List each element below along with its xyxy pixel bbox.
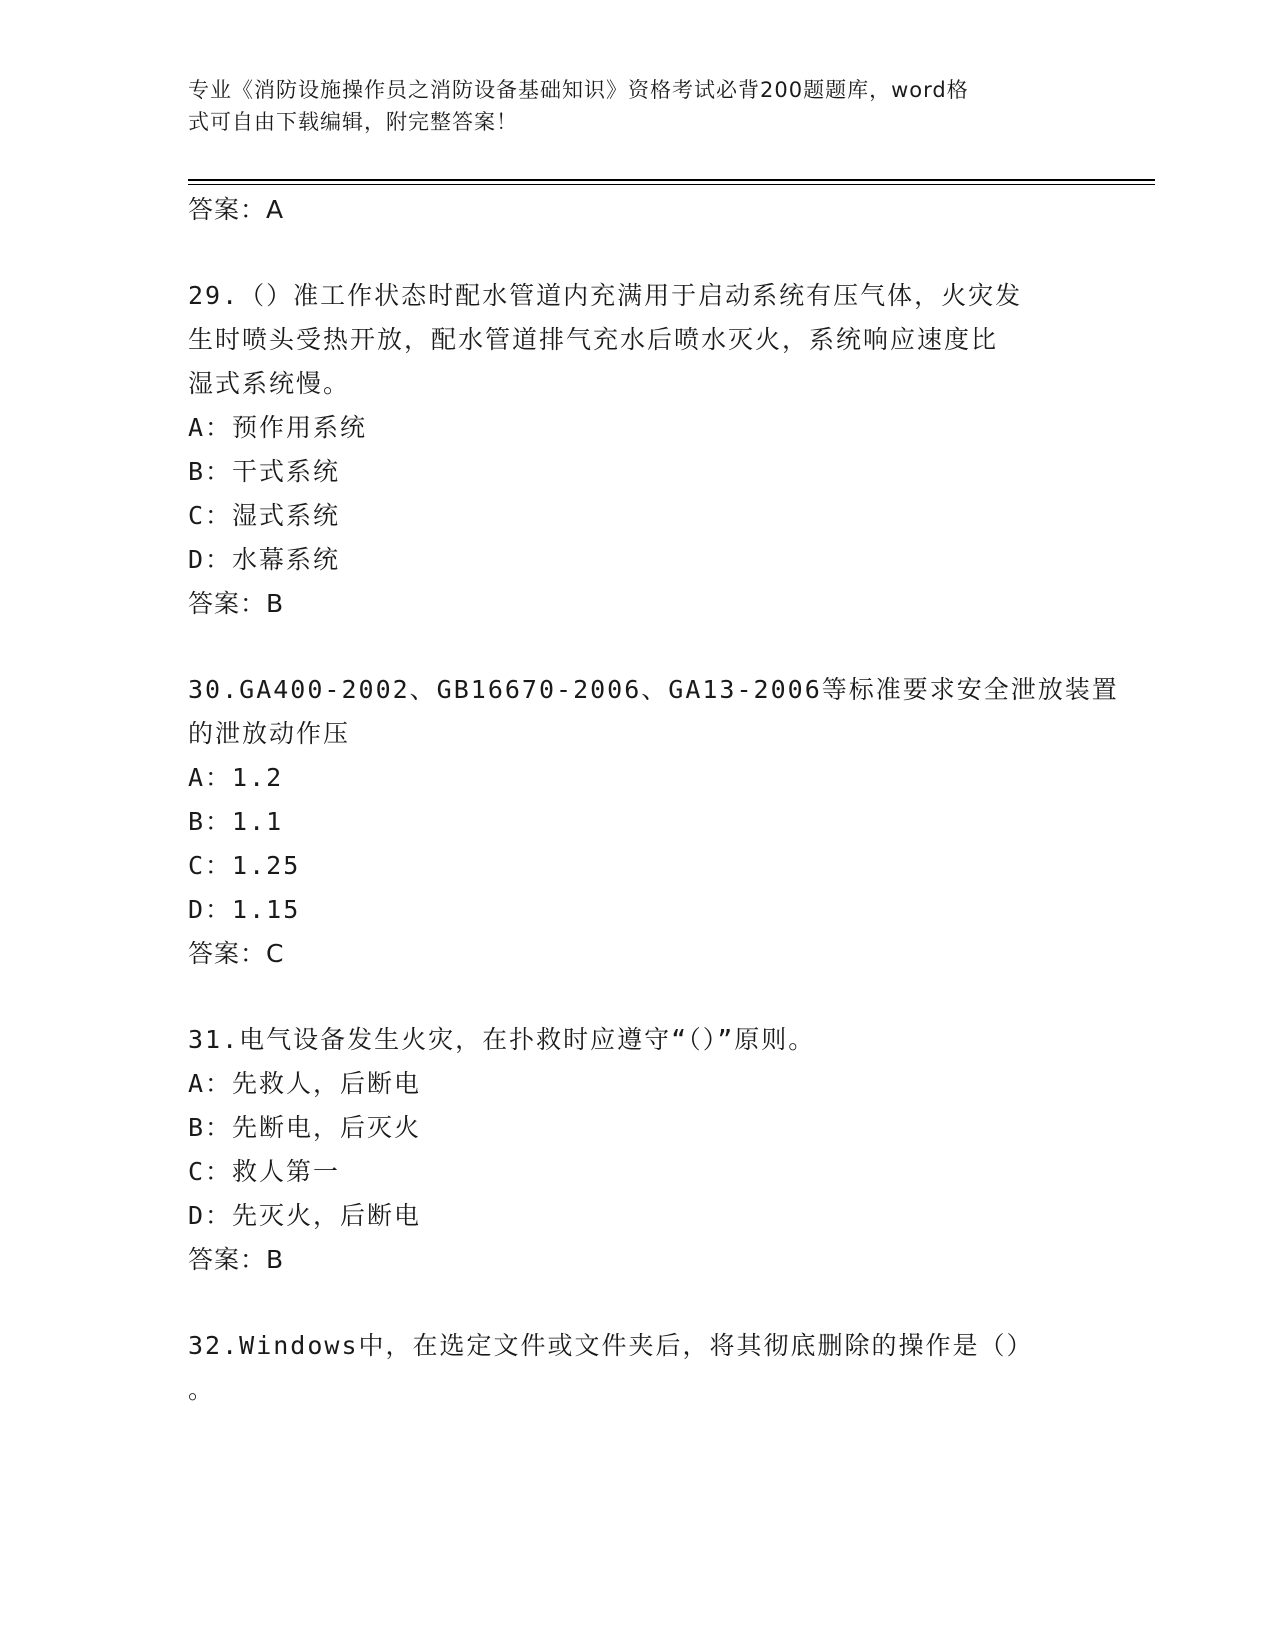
q32-stem-line-1: 32.Windows中，在选定文件或文件夹后，将其彻底删除的操作是（）	[188, 1331, 1034, 1360]
q30-option-c: C：1.25	[188, 851, 301, 880]
page-header	[188, 74, 1068, 138]
q29-stem-line-3: 湿式系统慢。	[188, 369, 351, 398]
header-title-line-2: 式可自由下载编辑，附完整答案！	[188, 110, 518, 134]
q31-answer: 答案：B	[188, 1245, 285, 1274]
q30-stem-line-2: 的泄放动作压	[188, 719, 351, 748]
q31-option-d: D：先灭火，后断电	[188, 1201, 422, 1230]
q30-option-b: B：1.1	[188, 807, 284, 836]
header-rule-thick	[188, 179, 1155, 181]
header-rule-thin	[188, 184, 1155, 185]
q30-answer: 答案：C	[188, 939, 285, 968]
q31-option-c: C：救人第一	[188, 1157, 341, 1186]
q29-option-b: B：干式系统	[188, 457, 341, 486]
q29-stem-line-2: 生时喷头受热开放，配水管道排气充水后喷水灭火，系统响应速度比	[188, 325, 999, 354]
q29-answer: 答案：B	[188, 589, 285, 618]
q30-stem-line-1: 30.GA400-2002、GB16670-2006、GA13-2006等标准要求安全泄放装置	[188, 675, 1119, 704]
q30-option-d: D：1.15	[188, 895, 301, 924]
header-title-line-1: 专业《消防设施操作员之消防设备基础知识》资格考试必背200题题库，word格	[188, 78, 969, 102]
q29-stem-line-1: 29.（）准工作状态时配水管道内充满用于启动系统有压气体，火灾发	[188, 281, 1023, 310]
q30-option-a: A：1.2	[188, 763, 284, 792]
q31-stem-line-1: 31.电气设备发生火灾，在扑救时应遵守“（）”原则。	[188, 1025, 816, 1054]
previous-answer: 答案：A	[188, 195, 285, 224]
q29-option-a: A：预作用系统	[188, 413, 368, 442]
q31-option-b: B：先断电，后灭火	[188, 1113, 422, 1142]
q32-stem-line-2: 。	[188, 1375, 216, 1404]
q31-option-a: A：先救人，后断电	[188, 1069, 422, 1098]
q29-option-c: C：湿式系统	[188, 501, 341, 530]
q29-option-d: D：水幕系统	[188, 545, 341, 574]
